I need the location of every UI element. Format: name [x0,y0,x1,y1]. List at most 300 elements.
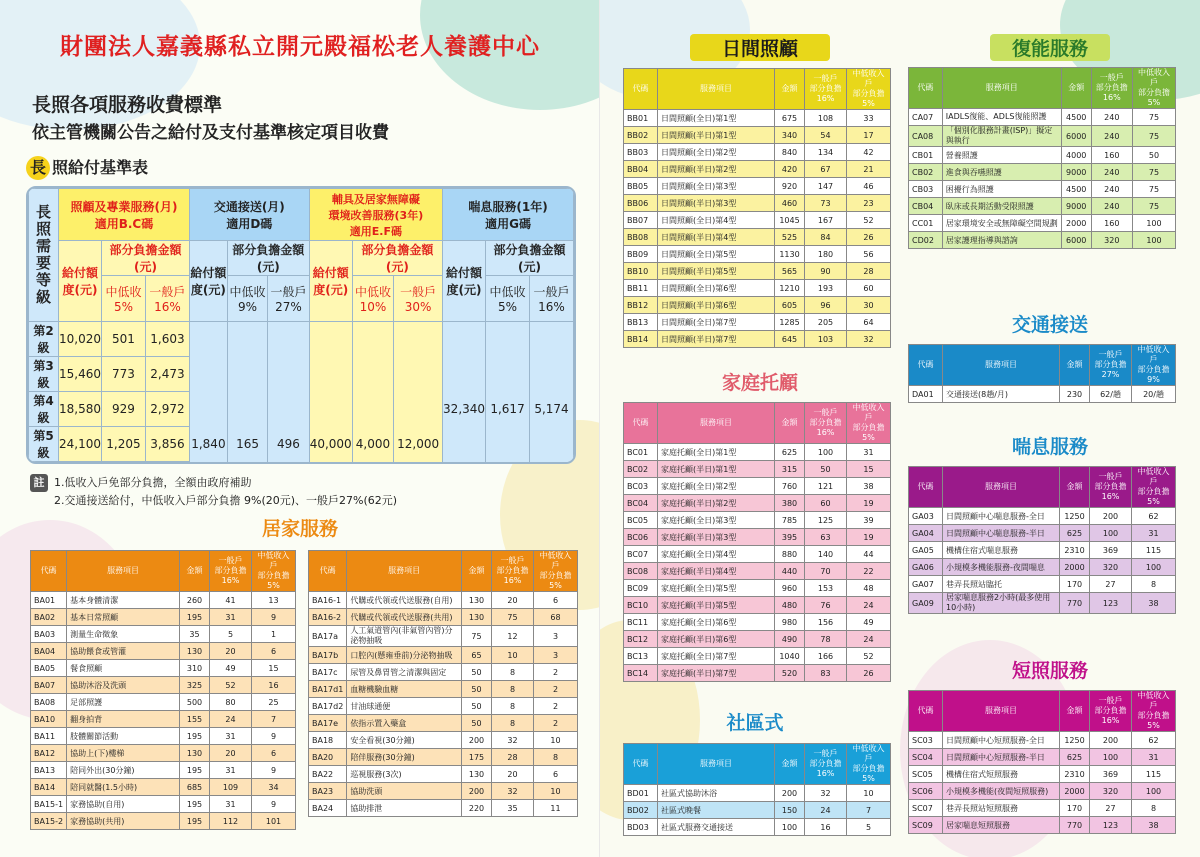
row-gen: 240 [1091,181,1132,198]
rehab-title: 復能服務 [990,34,1110,61]
row-item: 陪同就醫(1.5小時) [67,779,180,796]
row-low: 100 [1132,215,1175,232]
th-low: 中低收入戶 部分負擔5% [1132,467,1176,508]
bc-pay [59,462,102,465]
transport-table [908,344,1176,403]
row-gen: 103 [805,331,847,348]
row-gen: 140 [805,546,847,563]
row-low: 8 [1132,576,1176,593]
row-gen: 121 [805,478,847,495]
bc-low [102,462,146,465]
row-amt: 2310 [1060,542,1090,559]
th-gen: 一般戶 部分負擔16% [805,69,847,110]
row-gen: 160 [1091,147,1132,164]
table-row [909,181,1176,198]
row-code: BC02 [624,461,658,478]
pay-header: 給付額度(元) [309,241,352,322]
row-low: 75 [1132,109,1175,126]
tag-mark: 長 [26,156,50,180]
table-row [624,529,891,546]
row-amt: 130 [462,609,492,626]
row-code: BA17d1 [309,681,347,698]
table-row [624,144,891,161]
row-gen: 160 [1091,215,1132,232]
row-gen: 70 [805,563,847,580]
table-row [31,626,296,643]
row-low: 28 [847,263,891,280]
row-amt: 605 [775,297,805,314]
row-amt: 2000 [1060,559,1090,576]
row-low: 100 [1132,559,1176,576]
row-low: 3 [534,647,578,664]
th-item: 服務項目 [942,68,1061,109]
row-code: CC01 [909,215,943,232]
row-low: 3 [534,626,578,647]
row-code: GA07 [909,576,943,593]
row-low: 22 [847,563,891,580]
row-low: 25 [252,694,296,711]
th-gen: 一般戶 部分負擔16% [1090,691,1132,732]
row-item: 協助洗頭 [347,783,462,800]
row-gen: 49 [210,660,252,677]
row-gen: 31 [210,762,252,779]
row-code: BA01 [31,592,67,609]
row-low: 39 [847,512,891,529]
table-row [909,783,1176,800]
table-row [909,749,1176,766]
row-gen: 32 [492,732,534,749]
row-gen: 166 [805,648,847,665]
row-item: 巷弄長照站臨托 [943,576,1060,593]
row-amt: 1250 [1060,508,1090,525]
row-amt: 100 [775,819,805,836]
table-row [624,212,891,229]
row-gen: 31 [210,609,252,626]
pct-header: 中低收 5% [486,276,530,322]
row-item: 基本日常照顧 [67,609,180,626]
th-low: 中低收入戶 部分負擔5% [1132,691,1176,732]
row-gen: 90 [805,263,847,280]
row-amt: 310 [180,660,210,677]
table-row [624,280,891,297]
respite-table [908,466,1176,614]
d-pay: 1,840 [189,322,227,465]
row-code: BB03 [624,144,658,161]
row-gen: 153 [805,580,847,597]
row-amt: 490 [775,631,805,648]
bc-pay: 10,020 [59,322,102,357]
row-amt: 760 [775,478,805,495]
row-gen: 16 [805,819,847,836]
row-item: 家庭托顧(半日)第5型 [658,597,775,614]
row-low: 15 [847,461,891,478]
row-gen: 100 [805,444,847,461]
row-item: 家庭托顧(全日)第2型 [658,478,775,495]
table-row [624,631,891,648]
pct-header: 一般戶 30% [394,276,443,322]
th-code: 代碼 [909,68,943,109]
th-low: 中低收入戶 部分負擔5% [1132,68,1175,109]
row-amt: 50 [462,715,492,732]
row-gen: 100 [1090,749,1132,766]
group-ef-header: 輔具及居家無障礙 環境改善服務(3年) 適用E.F碼 [309,189,442,241]
row-amt: 155 [180,711,210,728]
row-low: 6 [252,643,296,660]
table-row [624,495,891,512]
bc-low: 773 [102,357,146,392]
row-code: BA10 [31,711,67,728]
row-amt: 260 [180,592,210,609]
row-amt: 9000 [1061,198,1091,215]
row-gen: 60 [805,495,847,512]
row-item: 家庭托顧(全日)第1型 [658,444,775,461]
level-label [29,462,59,465]
row-gen: 80 [210,694,252,711]
row-amt: 1250 [1060,732,1090,749]
row-gen: 369 [1090,542,1132,559]
row-amt: 675 [775,110,805,127]
row-code: SC06 [909,783,943,800]
row-amt: 150 [775,802,805,819]
row-low: 100 [1132,232,1175,249]
row-low: 19 [847,529,891,546]
row-gen: 369 [1090,766,1132,783]
row-gen: 193 [805,280,847,297]
row-gen: 75 [492,609,534,626]
row-amt: 6000 [1061,126,1091,147]
row-item: 日間照顧(全日)第7型 [658,314,775,331]
th-item: 服務項目 [658,744,775,785]
row-low: 31 [847,444,891,461]
row-code: GA03 [909,508,943,525]
row-code: CD02 [909,232,943,249]
table-row [909,542,1176,559]
row-gen: 156 [805,614,847,631]
row-low: 52 [847,648,891,665]
row-low: 8 [1132,800,1176,817]
table-row [909,817,1176,834]
row-code: BA02 [31,609,67,626]
row-amt: 625 [775,444,805,461]
th-code: 代碼 [909,691,943,732]
row-item: IADLS復能、ADLS復能照護 [942,109,1061,126]
table-row [909,109,1176,126]
pct-header: 中低收 5% [102,276,146,322]
row-low: 31 [1132,749,1176,766]
row-low: 2 [534,664,578,681]
row-code: BD03 [624,819,658,836]
row-low: 23 [847,195,891,212]
row-amt: 1285 [775,314,805,331]
row-low: 24 [847,631,891,648]
th-gen: 一般戶 部分負擔16% [492,551,534,592]
row-code: CB04 [909,198,943,215]
row-code: GA04 [909,525,943,542]
row-item: 日間照顧(全日)第4型 [658,212,775,229]
row-amt: 520 [775,665,805,682]
row-amt: 6000 [1061,232,1091,249]
row-code: BD01 [624,785,658,802]
community-title: 社區式 [726,712,784,734]
row-code: BC14 [624,665,658,682]
row-gen: 31 [210,728,252,745]
row-gen: 50 [805,461,847,478]
row-code: BA17c [309,664,347,681]
row-low: 9 [252,609,296,626]
share-header: 部分負擔金額(元) [227,241,309,276]
th-gen: 一般戶 部分負擔16% [1091,68,1132,109]
row-low: 20/趟 [1132,386,1176,403]
th-item: 服務項目 [943,345,1060,386]
row-item: 家庭托顧(半日)第2型 [658,495,775,512]
row-gen: 52 [210,677,252,694]
th-low: 中低收入戶 部分負擔5% [847,403,891,444]
row-low: 9 [252,728,296,745]
note-1: 1.低收入戶免部分負擔，全額由政府補助 [54,476,252,489]
row-item: 肢體關節活動 [67,728,180,745]
row-low: 2 [534,698,578,715]
row-low: 49 [847,614,891,631]
ef-gen: 12,000 [394,322,443,465]
table-row [309,783,578,800]
th-code: 代碼 [909,467,943,508]
table-row [624,246,891,263]
row-gen: 123 [1090,817,1132,834]
table-row [624,546,891,563]
row-gen: 24 [805,802,847,819]
row-amt: 880 [775,546,805,563]
row-code: BA17e [309,715,347,732]
row-item: 代購或代領或代送服務(自用) [347,592,462,609]
table-row [31,592,296,609]
row-gen: 27 [1090,800,1132,817]
row-amt: 65 [462,647,492,664]
th-amt: 金額 [775,403,805,444]
row-item: 居家環境安全或無障礙空間規劃 [942,215,1061,232]
row-amt: 315 [775,461,805,478]
home-service-title: 居家服務 [261,518,338,540]
level-label: 第4級 [29,392,59,427]
table-row [909,800,1176,817]
row-code: BA20 [309,749,347,766]
tag-text: 照給付基準表 [52,158,149,177]
row-gen: 20 [210,643,252,660]
table-row [309,664,578,681]
table-row [624,331,891,348]
note-mark: 註 [30,474,48,492]
row-amt: 1045 [775,212,805,229]
row-gen: 28 [492,749,534,766]
row-amt: 195 [180,796,210,813]
benefit-table [28,188,574,464]
row-low: 42 [847,144,891,161]
row-code: GA09 [909,593,943,614]
row-code: BB01 [624,110,658,127]
bc-low: 501 [102,322,146,357]
table-row [909,525,1176,542]
table-row [309,749,578,766]
table-row [624,314,891,331]
short-care-table [908,690,1176,834]
row-code: CB03 [909,181,943,198]
th-code: 代碼 [909,345,943,386]
row-low: 7 [847,802,891,819]
share-header: 部分負擔金額(元) [102,241,190,276]
respite-title: 喘息服務 [1011,436,1088,458]
bc-gen: 1,603 [145,322,189,357]
row-gen: 320 [1091,232,1132,249]
row-amt: 130 [180,643,210,660]
row-amt: 9000 [1061,164,1091,181]
row-amt: 200 [775,785,805,802]
row-item: 協助排泄 [347,800,462,817]
row-item: 日間照顧(全日)第2型 [658,144,775,161]
row-code: BC07 [624,546,658,563]
row-item: 家庭托顧(半日)第1型 [658,461,775,478]
bc-pay: 18,580 [59,392,102,427]
pay-header: 給付額度(元) [189,241,227,322]
row-low: 16 [252,677,296,694]
transport-title: 交通接送 [1011,314,1088,336]
row-item: 日間照顧(全日)第5型 [658,246,775,263]
row-code: BA05 [31,660,67,677]
th-amt: 金額 [1060,467,1090,508]
table-row [909,766,1176,783]
table-row [909,508,1176,525]
row-code: BB06 [624,195,658,212]
table-row [309,732,578,749]
row-item: 日間照顧(半日)第4型 [658,229,775,246]
bc-gen: 2,473 [145,357,189,392]
row-low: 7 [252,711,296,728]
g-gen: 5,174 [530,322,574,465]
row-item: 家庭托顧(全日)第5型 [658,580,775,597]
row-low: 24 [847,597,891,614]
row-low: 26 [847,229,891,246]
row-code: BB07 [624,212,658,229]
row-gen: 180 [805,246,847,263]
row-item: 困擾行為照護 [942,181,1061,198]
table-row [909,164,1176,181]
row-item: 進食與吞嚥照護 [942,164,1061,181]
row-code: SC04 [909,749,943,766]
row-code: BB05 [624,178,658,195]
row-amt: 395 [775,529,805,546]
row-code: DA01 [909,386,943,403]
table-row [31,711,296,728]
th-amt: 金額 [1061,68,1091,109]
row-low: 48 [847,580,891,597]
row-low: 10 [534,732,578,749]
row-low: 32 [847,331,891,348]
row-item: 口腔內(懸雍垂前)分泌物抽吸 [347,647,462,664]
row-item: 陪同外出(30分鐘) [67,762,180,779]
row-amt: 220 [462,800,492,817]
row-code: BB14 [624,331,658,348]
share-header: 部分負擔金額(元) [486,241,574,276]
table-row [909,732,1176,749]
table-row [909,576,1176,593]
table-row [624,229,891,246]
row-gen: 63 [805,529,847,546]
row-item: 日間照顧中心喘息服務-半日 [943,525,1060,542]
row-code: BA12 [31,745,67,762]
row-code: BA22 [309,766,347,783]
row-code: BA17d2 [309,698,347,715]
th-low: 中低收入戶 部分負擔5% [847,69,891,110]
row-item: 日間照顧(全日)第3型 [658,178,775,195]
bc-gen: 2,972 [145,392,189,427]
row-amt: 625 [1060,525,1090,542]
row-item: 人工氣道管內(非氣管內管)分泌物抽吸 [347,626,462,647]
row-code: BB13 [624,314,658,331]
table-row [31,745,296,762]
row-code: BC03 [624,478,658,495]
table-row [624,127,891,144]
row-gen: 32 [805,785,847,802]
short-care-title: 短照服務 [1011,660,1088,682]
row-item: 日間照顧(半日)第5型 [658,263,775,280]
row-item: 日間照顧中心短照服務-半日 [943,749,1060,766]
row-amt: 340 [775,127,805,144]
row-item: 家庭托顧(全日)第7型 [658,648,775,665]
row-amt: 175 [462,749,492,766]
row-item: 「個別化服務計畫(ISP)」擬定與執行 [942,126,1061,147]
row-gen: 20 [492,592,534,609]
row-code: BD02 [624,802,658,819]
row-item: 甘油球通便 [347,698,462,715]
table-row [31,677,296,694]
row-low: 64 [847,314,891,331]
row-amt: 1130 [775,246,805,263]
d-low: 165 [227,322,267,465]
row-amt: 480 [775,597,805,614]
row-gen: 8 [492,664,534,681]
row-amt: 195 [180,762,210,779]
row-code: BB11 [624,280,658,297]
row-code: BA07 [31,677,67,694]
th-gen: 一般戶 部分負擔16% [805,744,847,785]
level-label: 第5級 [29,427,59,462]
row-amt: 1040 [775,648,805,665]
row-low: 10 [534,783,578,800]
row-low: 31 [1132,525,1176,542]
row-item: 日間照顧(半日)第2型 [658,161,775,178]
d-gen: 496 [268,322,310,465]
row-code: BA08 [31,694,67,711]
row-amt: 4500 [1061,181,1091,198]
th-gen: 一般戶 部分負擔27% [1090,345,1132,386]
row-item: 日間照顧(半日)第1型 [658,127,775,144]
row-code: BA16-1 [309,592,347,609]
th-amt: 金額 [1060,345,1090,386]
table-row [909,215,1176,232]
table-row [309,698,578,715]
row-item: 巡視服務(3次) [347,766,462,783]
row-item: 社區式晚餐 [658,802,775,819]
row-item: 測量生命徵象 [67,626,180,643]
group-bc-header: 照顧及專業服務(月) 適用B.C碼 [59,189,190,241]
community-table [623,743,891,836]
row-amt: 2310 [1060,766,1090,783]
ef-low: 4,000 [352,322,394,465]
pct-header: 中低收 9% [227,276,267,322]
row-code: BA03 [31,626,67,643]
row-item: 居家喘息服務2小時(最多使用10小時) [943,593,1060,614]
row-item: 臥床或長期活動受限照護 [942,198,1061,215]
row-amt: 230 [1060,386,1090,403]
row-low: 8 [534,749,578,766]
